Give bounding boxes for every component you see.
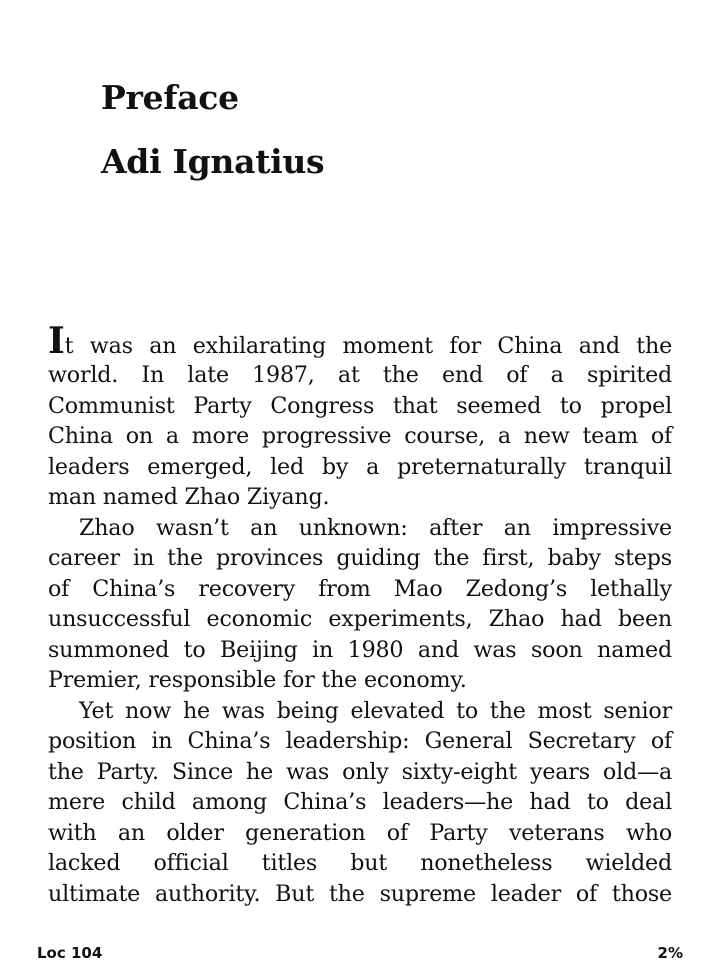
paragraph-3	[48, 696, 672, 910]
text-line: career in the provinces guiding the first, baby steps	[48, 545, 672, 571]
text-line: Premier, responsible for the economy.	[48, 667, 467, 693]
text-line: Zhao wasn’t an unknown: after an impressive	[79, 514, 672, 541]
paragraph-1	[48, 320, 672, 513]
text-line: Communist Party Congress that seemed to propel	[48, 392, 672, 419]
chapter-title: Preface	[101, 78, 239, 117]
chapter-heading	[101, 78, 324, 182]
text-line: leaders emerged, led by a preternaturally tranquil	[48, 453, 672, 480]
text-line: with an older generation of Party veterans who	[48, 819, 672, 846]
paragraph-2	[48, 513, 672, 696]
progress-percent: 2%	[657, 944, 683, 962]
text-line: the Party. Since he was only sixty-eight years old—a	[48, 758, 672, 785]
text-line: of China’s recovery from Mao Zedong’s lethally	[48, 575, 672, 602]
text-line: mere child among China’s leaders—he had to deal	[48, 789, 672, 815]
text-line: China on a more progressive course, a new team of	[48, 423, 672, 449]
text-line: lacked official titles but nonetheless wielded	[48, 850, 672, 876]
text-line: position in China’s leadership: General Secretary of	[48, 728, 672, 754]
text-line: It was an exhilarating moment for China and the	[48, 320, 672, 362]
reader-footer	[0, 942, 720, 968]
text-line: summoned to Beijing in 1980 and was soon named	[48, 636, 672, 663]
text-line: world. In late 1987, at the end of a spirited	[48, 362, 672, 388]
text-line: Yet now he was being elevated to the most senior	[79, 697, 672, 724]
text-line: ultimate authority. But the supreme leader of those	[48, 880, 672, 907]
text-line: unsuccessful economic experiments, Zhao had been	[48, 606, 672, 632]
drop-cap: I	[48, 320, 65, 362]
chapter-author: Adi Ignatius	[101, 142, 325, 181]
text-line: man named Zhao Ziyang.	[48, 484, 330, 510]
location-indicator[interactable]: Loc 104	[37, 944, 103, 962]
book-text	[48, 320, 672, 909]
